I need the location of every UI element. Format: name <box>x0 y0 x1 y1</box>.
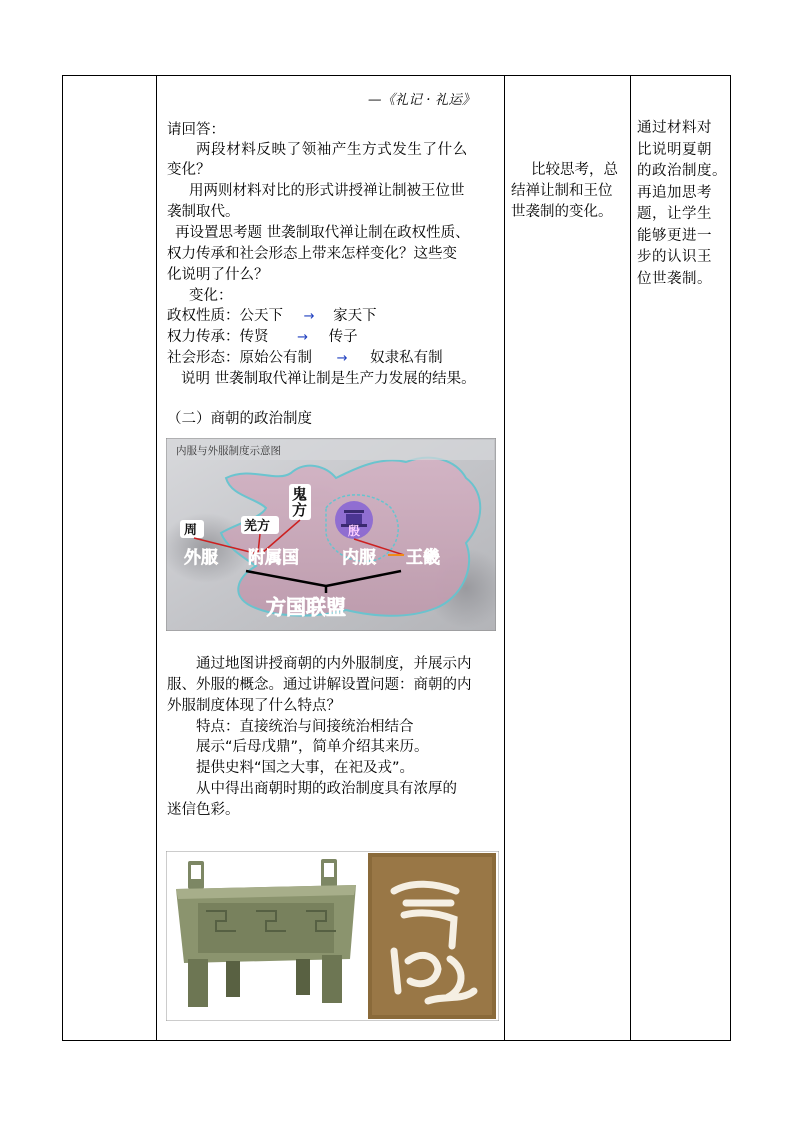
change-row <box>167 348 443 369</box>
paragraph-line: 权力传承和社会形态上带来怎样变化？这些变 <box>167 246 457 262</box>
intent-line: 比说明夏朝 <box>637 141 712 158</box>
intent-line: 再追加思考 <box>637 184 712 201</box>
paragraph-line: 两段材料反映了领袖产生方式发生了什么 <box>196 142 468 158</box>
nei-fu-label: 内服 <box>342 548 376 567</box>
paragraph-line: 变化？ <box>167 162 211 178</box>
lesson-table <box>62 75 731 1041</box>
wang-ji-label: 王畿 <box>406 548 440 567</box>
change-target: 奴隶私有制 <box>370 350 443 366</box>
inscription-rubbing <box>368 853 496 1019</box>
zhou-label: 周 <box>184 522 198 537</box>
change-row <box>167 306 377 327</box>
yin-label: 殷 <box>348 524 361 538</box>
change-target: 传子 <box>328 329 358 345</box>
column-divider <box>156 76 157 1040</box>
fu-shu-guo-label: 附属国 <box>248 548 299 567</box>
intent-line: 的政治制度。 <box>637 163 727 179</box>
map-title: 内服与外服制度示意图 <box>176 445 281 457</box>
change-label: 权力传承：传贤 <box>167 329 269 345</box>
paragraph-line: 请回答： <box>167 122 225 138</box>
ding-illustration <box>166 851 499 1021</box>
intent-line: 能够更进一 <box>637 227 712 244</box>
student-activity-column <box>509 160 629 223</box>
paragraph-line: 变化： <box>189 288 233 304</box>
intent-line: 步的认识王 <box>637 249 712 265</box>
paragraph-line: 提供史料“国之大事，在祀及戎”。 <box>196 760 415 776</box>
paragraph-line: 服、外服的概念。通过讲解设置问题：商朝的内 <box>167 677 472 693</box>
qiang-fang-label: 羌方 <box>244 518 271 533</box>
change-label: 政权性质：公天下 <box>167 308 283 324</box>
wai-fu-label: 外服 <box>184 548 218 567</box>
paragraph-line: 再设置思考题 世袭制取代禅让制在政权性质、 <box>175 225 470 241</box>
paragraph-line: 迷信色彩。 <box>167 802 240 818</box>
activity-line: 世袭制的变化。 <box>511 204 613 220</box>
arrow-icon: → <box>303 309 315 324</box>
gui-fang-label: 鬼 <box>292 486 308 503</box>
map-illustration <box>166 438 496 631</box>
arrow-icon: → <box>336 351 348 366</box>
ding-photo <box>166 851 499 1021</box>
paragraph-line: 特点：直接统治与间接统治相结合 <box>196 719 414 735</box>
paragraph-line: 外服制度体现了什么特点？ <box>167 698 341 714</box>
change-target: 家天下 <box>333 308 377 324</box>
paragraph-line: 从中得出商朝时期的政治制度具有浓厚的 <box>196 781 457 797</box>
shang-inner-outer-map <box>166 438 496 631</box>
paragraph-line: 通过地图讲授商朝的内外服制度，并展示内 <box>196 656 472 672</box>
intent-line: 位世袭制。 <box>637 270 712 287</box>
activity-line: 比较思考，总 <box>531 162 618 178</box>
paragraph-line: 袭制取代。 <box>167 204 240 220</box>
change-label: 社会形态：原始公有制 <box>167 350 312 366</box>
citation: —《礼记 · 礼运》 <box>368 92 476 108</box>
paragraph-line: 展示“后母戊鼎”，简单介绍其来历。 <box>196 739 429 755</box>
intent-line: 题，让学生 <box>637 206 712 222</box>
gui-fang-label-2: 方 <box>292 502 308 519</box>
paragraph-line: 化说明了什么？ <box>167 267 269 283</box>
paragraph-line: 用两则材料对比的形式讲授禅让制被王位世 <box>189 183 465 199</box>
column-divider <box>504 76 505 1040</box>
change-row <box>167 327 358 348</box>
column-divider <box>630 76 631 1040</box>
intent-line: 通过材料对 <box>637 120 712 136</box>
design-intent-column <box>637 118 729 290</box>
fang-guo-label: 方国联盟 <box>266 597 346 619</box>
arrow-icon: → <box>297 330 309 345</box>
section-title: （二）商朝的政治制度 <box>167 411 312 427</box>
explanation: 说明 世袭制取代禅让制是生产力发展的结果。 <box>181 371 476 387</box>
activity-line: 结禅让制和王位 <box>511 183 613 199</box>
